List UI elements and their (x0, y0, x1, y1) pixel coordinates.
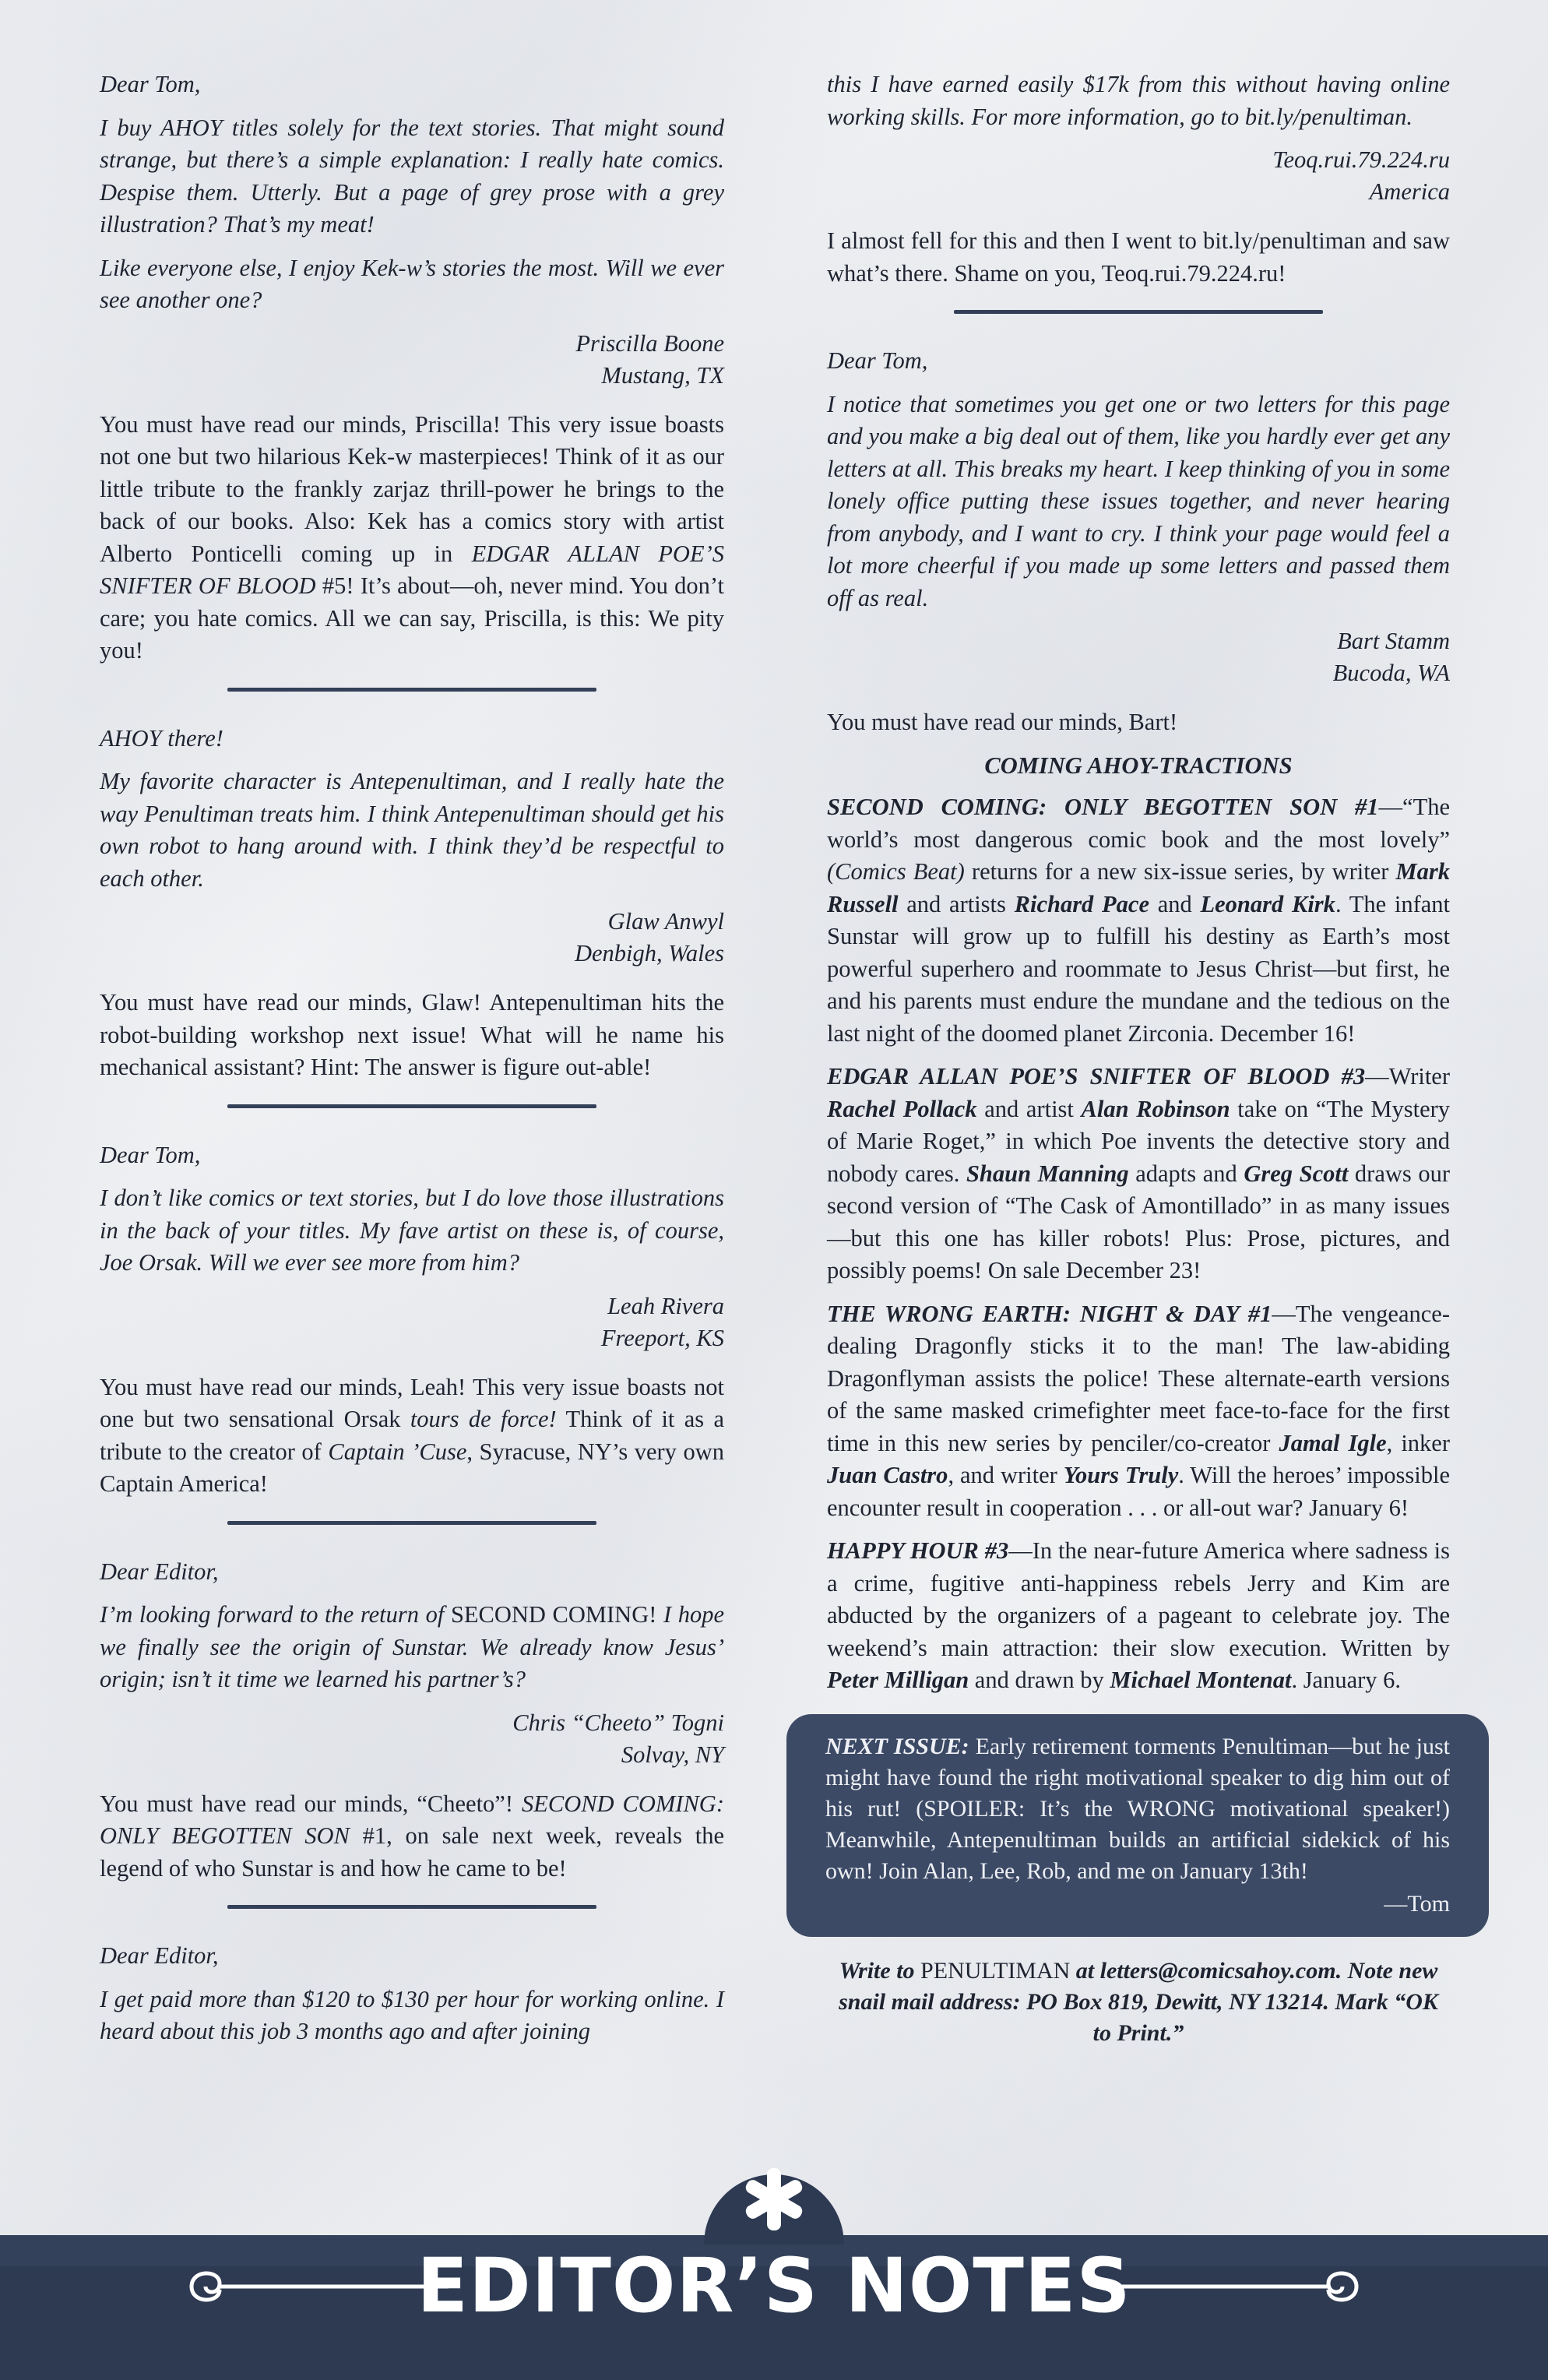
letter-body: I notice that sometimes you get one or two letters for this page and you make a big deal out of them, like you hardly ever get any letters at all. This breaks my heart. I keep thinking of you in some lonely office putting these issues together, and never hearing from anybody, and I want to cry. I think your page would feel a lot more cheerful if you made up some letters and passed them off as real. (827, 390, 1450, 611)
editor-reply: You must have read our minds, “Cheeto”! SECOND COMING: ONLY BEGOTTEN SON #1, on sale next week, reveals the legend of who Sunstar is and how he came to be! (100, 1790, 724, 1882)
letter-signature: Priscilla Boone Mustang, TX (575, 329, 724, 389)
next-issue-signature: —Tom (1384, 1890, 1450, 1917)
letter-signature: Chris “Cheeto” Togni Solvay, NY (512, 1709, 724, 1768)
next-issue-text: NEXT ISSUE: Early retirement torments Penultiman—but he just might have found the right motivational speaker to dig him out of his rut! (SPOILER: It’s the WRONG motivational speaker!) Meanwhile, Antepenultiman builds an artificial sidekick of his own! Join Alan, Lee, Rob, and me on January 13th! (825, 1733, 1451, 1884)
editor-reply: You must have read our minds, Glaw! Antepenultiman hits the robot-building workshop next issue! What will he name his mechanical assistant? Hint: The answer is figure out-able! (100, 989, 724, 1080)
coming-item: HAPPY HOUR #3—In the near-future America where sadness is a crime, fugitive anti-happiness rebels Jerry and Kim are abducted by the organizers of a pageant to celebrate joy. The weekend’s main attraction: their slow execution. Written by Peter Milligan and drawn by Michael Montenat. January 6. (827, 1537, 1450, 1693)
letter-body: this I have earned easily $17k from this without having online working skills. For more information, go to bit.ly/penultiman. (827, 71, 1450, 130)
editor-reply: You must have read our minds, Leah! This very issue boasts not one but two sensational Orsak tours de force! Think of it as a tribute to the creator of Captain ’Cuse, Syracuse, NY’s very own Captain America! (100, 1373, 725, 1497)
letter-salutation: Dear Tom, (100, 71, 201, 97)
coming-item: EDGAR ALLAN POE’S SNIFTER OF BLOOD #3—Writer Rachel Pollack and artist Alan Robinson take on “The Mystery of Marie Roget,” in which Poe invents the detective story and nobody cares. Shaun Manning adapts and Greg Scott draws our second version of “The Cask of Amontillado” in as many issues—but this one has killer robots! Plus: Prose, pictures, and possibly poems! On sale December 23! (827, 1063, 1451, 1283)
asterisk-icon (704, 2143, 844, 2244)
letter-body: My favorite character is Antepenultiman, and I really hate the way Penultiman treats him. I think Antepenultiman should get his own robot to hang around with. I think they’d be respectful to each other. (100, 768, 724, 892)
letter-salutation: AHOY there! (100, 724, 223, 752)
write-to-note: Write to PENULTIMAN at letters@comicsahoy.com. Note new snail mail address: PO Box 819, Dewitt, NY 13214. Mark “OK to Print.” (839, 1957, 1438, 2046)
section-divider (227, 1521, 596, 1525)
section-divider (227, 1905, 596, 1909)
letter-salutation: Dear Editor, (100, 1942, 219, 1969)
letter-body: I’m looking forward to the return of SECOND COMING! I hope we finally see the origin of Sunstar. We already know Jesus’ origin; isn’t it time we learned his partner’s? (100, 1601, 725, 1692)
banner-title: EDITOR’S NOTES (417, 2242, 1131, 2329)
editor-reply: You must have read our minds, Priscilla! This very issue boasts not one but two hilarious Kek-w masterpieces! Think of it as our little tribute to the frankly zarjaz thrill-power he brings to the back of our books. Also: Kek has a comics story with artist Alberto Ponticelli coming up in EDGAR ALLAN POE’S SNIFTER OF BLOOD #5! It’s about—oh, never mind. You don’t care; you hate comics. All we can say, Priscilla, is this: We pity you! (100, 410, 724, 664)
letter-signature: Leah Rivera Freeport, KS (600, 1292, 724, 1351)
letter-signature: Glaw Anwyl Denbigh, Wales (574, 908, 724, 966)
letter-salutation: Dear Editor, (100, 1558, 219, 1585)
section-divider (227, 1104, 596, 1108)
coming-item: SECOND COMING: ONLY BEGOTTEN SON #1—“The world’s most dangerous comic book and the most lovely” (Comics Beat) returns for a new six-issue series, by writer Mark Russell and artists Richard Pace and Leonard Kirk. The infant Sunstar will grow up to fulfill his destiny as Earth’s most powerful superhero and roommate to Jesus Christ—but first, he and his parents must endure the mundane and the tedious on the last night of the doomed planet Zirconia. December 16! (827, 794, 1451, 1047)
right-column (827, 69, 1450, 2049)
editor-reply: You must have read our minds, Bart! (827, 709, 1178, 735)
letter-salutation: Dear Tom, (827, 347, 928, 374)
letter-body: I get paid more than $120 to $130 per hour for working online. I heard about this job 3 months ago and after joining (100, 1985, 724, 2044)
section-divider (954, 310, 1323, 314)
letter-salutation: Dear Tom, (100, 1141, 201, 1168)
letter-body: Like everyone else, I enjoy Kek-w’s stories the most. Will we ever see another one? (100, 254, 724, 313)
coming-item: THE WRONG EARTH: NIGHT & DAY #1—The vengeance-dealing Dragonfly sticks it to the man! The law-abiding Dragonflyman assists the police! These alternate-earth versions of the same masked crimefighter meet face-to-face for the first time in this new series by penciler/co-creator Jamal Igle, inker Juan Castro, and writer Yours Truly. Will the heroes’ impossible encounter result in cooperation . . . or all-out war? January 6! (827, 1300, 1451, 1521)
editor-reply: I almost fell for this and then I went to bit.ly/penultiman and saw what’s there. Shame on you, Teoq.rui.79.224.ru! (827, 227, 1450, 287)
coming-attractions-title: COMING AHOY-TRACTIONS (984, 752, 1293, 779)
letter-body: I don’t like comics or text stories, but I do love those illustrations in the back of your titles. My fave artist on these is, of course, Joe Orsak. Will we ever see more from him? (100, 1185, 724, 1276)
section-divider (227, 688, 596, 692)
left-column (100, 69, 724, 2059)
letter-body: I buy AHOY titles solely for the text stories. That might sound strange, but there’s a simple explanation: I really hate comics. Despise them. Utterly. But a page of grey prose with a grey illustration? That’s my meat! (100, 114, 724, 238)
next-issue-box (786, 1714, 1489, 1937)
letter-signature: Bart Stamm Bucoda, WA (1332, 628, 1450, 686)
letter-signature: Teoq.rui.79.224.ru America (1272, 146, 1450, 205)
